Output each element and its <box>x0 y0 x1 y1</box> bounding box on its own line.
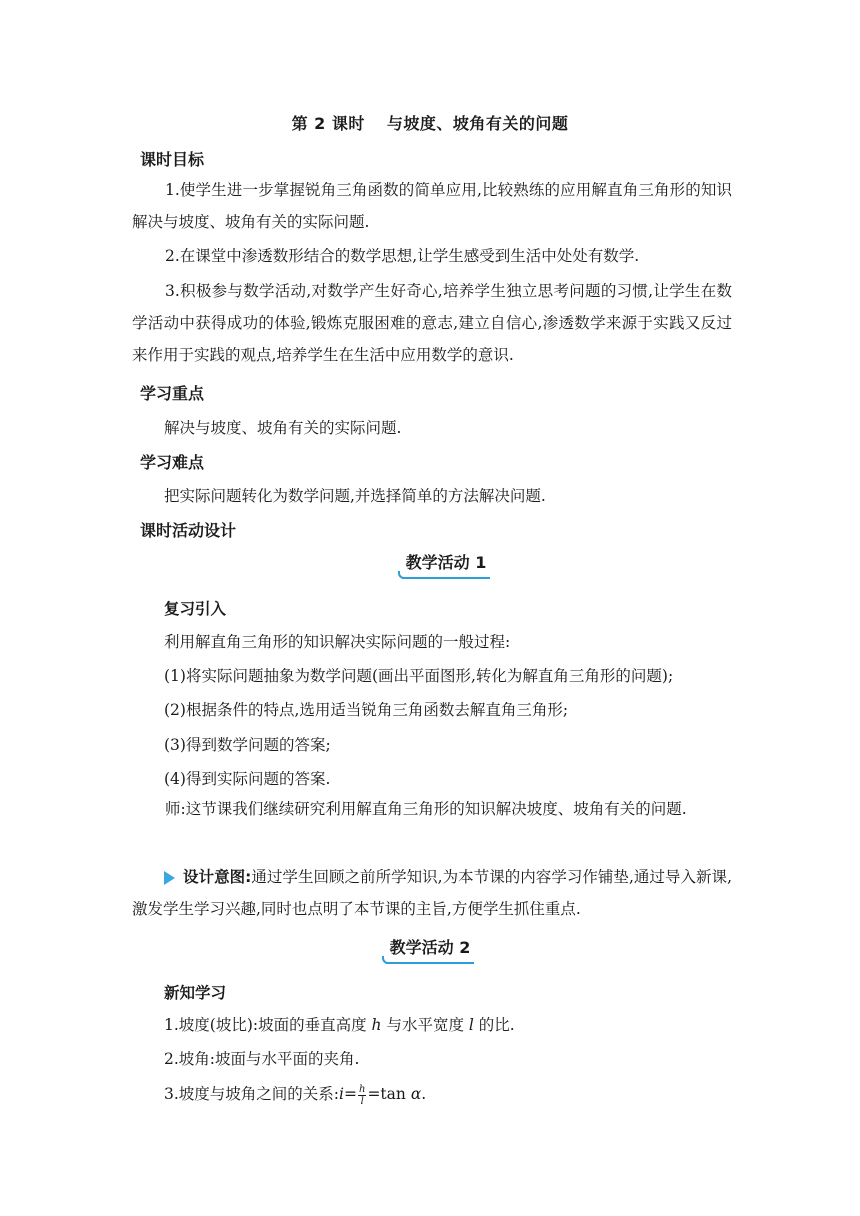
activity-1-step-2: (2)根据条件的特点,选用适当锐角三角函数去解直角三角形; <box>164 701 569 719</box>
activity-2-label: 教学活动 2 <box>389 938 471 957</box>
section-objectives: 课时目标 <box>140 150 205 169</box>
new-knowledge-item-1: 1.坡度(坡比):坡面的垂直高度 h 与水平宽度 l 的比. <box>164 1016 515 1034</box>
page-title <box>0 111 860 134</box>
objective-2: 2.在课堂中渗透数形结合的数学思想,让学生感受到生活中处处有数学. <box>165 247 640 265</box>
design-intent <box>132 861 732 925</box>
section-activity-design: 课时活动设计 <box>140 521 237 540</box>
fraction-h-over-l: $\frac{h}{l}$ <box>358 1083 366 1107</box>
lesson-topic: 与坡度、坡角有关的问题 <box>386 114 569 133</box>
activity-1-banner <box>398 551 494 577</box>
new-knowledge-item-3: 3.坡度与坡角之间的关系:i= $\frac{h}{l}$ =tan α. <box>164 1083 427 1107</box>
design-intent-text: 通过学生回顾之前所学知识,为本节课的内容学习作铺垫,通过导入新课,激发学生学习兴趣,同时也点明了本节课的主旨,方便学生抓住重点. <box>132 868 732 918</box>
teacher-remark: 师:这节课我们继续研究利用解直角三角形的知识解决坡度、坡角有关的问题. <box>165 800 687 818</box>
activity-2-heading: 新知学习 <box>164 984 227 1002</box>
design-intent-label: 设计意图: <box>183 868 252 886</box>
section-difficulties: 学习难点 <box>140 453 205 472</box>
new-knowledge-item-2: 2.坡角:坡面与水平面的夹角. <box>164 1050 360 1068</box>
objective-1: 1.使学生进一步掌握锐角三角函数的简单应用,比较熟练的应用解直角三角形的知识解决与坡度、坡角有关的实际问题. <box>132 181 732 231</box>
lesson-number: 第 2 课时 <box>291 114 365 133</box>
activity-1-heading: 复习引入 <box>164 600 227 618</box>
section-key-points: 学习重点 <box>140 384 205 403</box>
objective-3: 3.积极参与数学活动,对数学产生好奇心,培养学生独立思考问题的习惯,让学生在数学活动中获得成功的体验,锻炼克服困难的意志,建立自信心,渗透数学来源于实践又反过来作用于实践的观点,培养学生在生活中应用数学的意识. <box>132 282 732 364</box>
activity-1-label: 教学活动 1 <box>405 553 487 572</box>
triangle-marker-icon <box>164 871 175 885</box>
activity-1-step-3: (3)得到数学问题的答案; <box>164 736 331 754</box>
key-point-text: 解决与坡度、坡角有关的实际问题. <box>164 419 402 437</box>
activity-1-intro: 利用解直角三角形的知识解决实际问题的一般过程: <box>164 633 511 651</box>
difficulty-text: 把实际问题转化为数学问题,并选择简单的方法解决问题. <box>164 487 546 505</box>
activity-1-step-1: (1)将实际问题抽象为数学问题(画出平面图形,转化为解直角三角形的问题); <box>164 667 674 685</box>
activity-2-banner <box>382 936 478 962</box>
activity-1-step-4: (4)得到实际问题的答案. <box>164 770 331 788</box>
